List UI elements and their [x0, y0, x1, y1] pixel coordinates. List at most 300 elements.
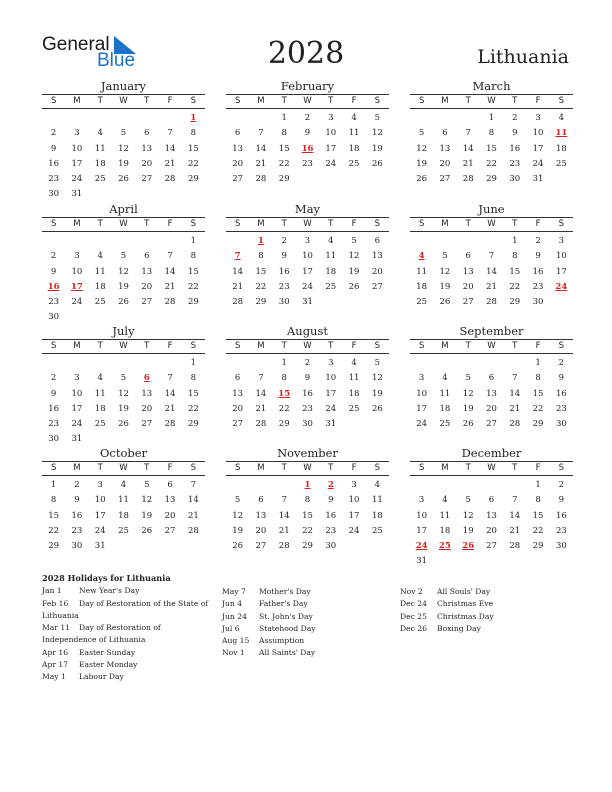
- day-cell: 23: [302, 158, 313, 169]
- day-cell: 22: [187, 281, 199, 292]
- weekday-label: T: [97, 463, 103, 473]
- day-cell: 1: [50, 480, 57, 490]
- weekday-label: T: [97, 341, 103, 351]
- holiday-entry: [42, 659, 214, 671]
- day-cell: 7: [258, 128, 264, 139]
- day-cell: 29: [187, 419, 199, 430]
- empty-cell: [410, 234, 433, 249]
- day-cell: 27: [486, 541, 497, 552]
- empty-cell: [89, 111, 112, 126]
- day-cell: 17: [348, 510, 360, 521]
- day-cell: 5: [418, 128, 425, 139]
- day-cell: 2: [50, 128, 57, 139]
- holiday-date: May 7: [222, 587, 246, 596]
- empty-cell: [226, 356, 249, 371]
- day-cell: 21: [462, 158, 474, 169]
- day-cell: 9: [50, 143, 57, 154]
- weekday-header: [410, 339, 573, 354]
- weekday-label: T: [328, 96, 334, 106]
- day-cell: 18: [439, 403, 451, 414]
- day-cell: 21: [255, 158, 267, 169]
- holiday-day: 25: [439, 541, 451, 552]
- day-cell: 17: [302, 266, 313, 277]
- month-july: [42, 324, 205, 445]
- day-cell: 27: [141, 419, 153, 430]
- day-cell: 22: [532, 525, 544, 536]
- day-cell: 13: [371, 251, 383, 262]
- day-cell: 18: [371, 510, 383, 521]
- empty-cell: [433, 478, 456, 493]
- month-title: December: [461, 446, 522, 460]
- day-cell: 9: [558, 373, 565, 384]
- holiday-name: Christmas Eve: [437, 599, 494, 609]
- day-grid: [410, 478, 573, 570]
- weekday-label: T: [281, 219, 287, 229]
- day-cell: 25: [325, 281, 337, 292]
- day-cell: 6: [234, 128, 241, 139]
- day-cell: 16: [302, 388, 313, 399]
- day-cell: 13: [439, 143, 451, 154]
- weekday-label: T: [144, 96, 150, 106]
- day-cell: 8: [190, 251, 197, 262]
- holiday-entry: [222, 611, 394, 623]
- day-cell: 26: [416, 174, 428, 185]
- day-cell: 20: [486, 403, 497, 414]
- day-cell: 11: [439, 388, 451, 399]
- empty-cell: [42, 111, 65, 126]
- day-cell: 24: [71, 174, 83, 185]
- day-cell: 29: [486, 174, 497, 185]
- day-cell: 12: [462, 510, 474, 521]
- day-cell: 25: [348, 158, 360, 169]
- weekday-label: T: [281, 96, 287, 106]
- day-cell: 2: [50, 251, 57, 262]
- weekday-header: [42, 94, 205, 109]
- day-cell: 21: [164, 403, 176, 414]
- day-cell: 15: [187, 388, 199, 399]
- day-cell: 10: [325, 128, 337, 139]
- day-cell: 13: [232, 388, 244, 399]
- weekday-label: T: [97, 96, 103, 106]
- day-cell: 7: [512, 495, 518, 506]
- day-cell: 19: [232, 525, 244, 536]
- weekday-label: T: [512, 463, 518, 473]
- holiday-date: Mar 11: [42, 623, 71, 633]
- day-cell: 28: [187, 525, 199, 536]
- day-cell: 22: [187, 158, 199, 169]
- holiday-date: Nov 1: [222, 648, 245, 658]
- day-cell: 28: [164, 297, 176, 308]
- weekday-label: S: [50, 341, 57, 351]
- month-title: June: [478, 202, 505, 216]
- day-cell: 31: [71, 189, 83, 200]
- weekday-label: W: [303, 463, 312, 473]
- weekday-label: T: [144, 341, 150, 351]
- day-cell: 24: [325, 158, 337, 169]
- day-cell: 26: [118, 419, 129, 430]
- day-cell: 2: [558, 358, 565, 368]
- day-cell: 29: [278, 419, 290, 430]
- day-cell: 4: [442, 495, 448, 506]
- holiday-column: [222, 586, 394, 660]
- day-cell: 16: [509, 143, 521, 154]
- day-cell: 20: [255, 525, 267, 536]
- day-cell: 22: [532, 403, 544, 414]
- holiday-date: Dec 25: [400, 611, 427, 621]
- holiday-date: Jun 24: [222, 611, 247, 621]
- weekday-header: [42, 461, 205, 476]
- day-cell: 16: [555, 510, 567, 521]
- month-june: [410, 202, 573, 320]
- empty-cell: [503, 478, 526, 493]
- day-cell: 4: [558, 113, 565, 123]
- weekday-label: S: [50, 96, 57, 106]
- day-grid: [410, 234, 573, 310]
- month-april: [42, 202, 205, 323]
- weekday-label: M: [441, 219, 449, 229]
- holiday-entry: [42, 647, 214, 659]
- empty-cell: [112, 234, 135, 249]
- day-cell: 21: [278, 525, 290, 536]
- month-title: September: [459, 324, 524, 338]
- day-cell: 22: [48, 525, 60, 536]
- month-may: [226, 202, 389, 320]
- holiday-entry: [42, 622, 214, 647]
- day-cell: 25: [118, 525, 129, 536]
- day-cell: 11: [348, 373, 360, 384]
- day-cell: 18: [325, 266, 337, 277]
- weekday-label: M: [73, 463, 81, 473]
- holiday-entry: [42, 598, 214, 623]
- day-cell: 30: [532, 297, 544, 308]
- weekday-label: T: [328, 219, 334, 229]
- day-cell: 4: [97, 128, 103, 139]
- day-cell: 12: [232, 510, 244, 521]
- day-cell: 16: [325, 510, 337, 521]
- day-cell: 3: [351, 480, 357, 490]
- day-cell: 27: [232, 174, 244, 185]
- day-cell: 27: [486, 419, 497, 430]
- day-cell: 7: [190, 480, 197, 490]
- day-cell: 5: [120, 373, 127, 384]
- day-cell: 23: [325, 525, 337, 536]
- empty-cell: [480, 234, 503, 249]
- day-cell: 9: [512, 128, 518, 139]
- day-grid: [42, 356, 205, 448]
- empty-cell: [158, 356, 181, 371]
- day-cell: 25: [439, 419, 451, 430]
- day-cell: 4: [97, 251, 103, 262]
- day-cell: 12: [141, 495, 153, 506]
- day-cell: 25: [371, 525, 383, 536]
- day-cell: 18: [555, 143, 567, 154]
- day-cell: 12: [371, 373, 383, 384]
- day-cell: 21: [509, 403, 521, 414]
- day-cell: 4: [120, 480, 127, 490]
- day-cell: 7: [167, 373, 173, 384]
- day-cell: 28: [462, 174, 474, 185]
- day-cell: 5: [465, 373, 471, 384]
- day-cell: 6: [258, 495, 264, 506]
- day-cell: 21: [164, 158, 176, 169]
- day-cell: 6: [374, 236, 381, 246]
- day-cell: 1: [512, 236, 518, 246]
- empty-cell: [249, 111, 272, 126]
- day-cell: 15: [48, 510, 60, 521]
- day-cell: 16: [555, 388, 567, 399]
- day-cell: 2: [74, 480, 80, 490]
- holiday-entry: [222, 623, 394, 635]
- holiday-day: 15: [278, 388, 291, 399]
- weekday-label: S: [374, 96, 381, 106]
- weekday-label: T: [465, 463, 471, 473]
- day-cell: 11: [94, 266, 106, 277]
- day-cell: 11: [348, 128, 360, 139]
- empty-cell: [135, 234, 158, 249]
- day-cell: 21: [164, 281, 176, 292]
- day-cell: 10: [325, 373, 337, 384]
- day-cell: 27: [462, 297, 474, 308]
- day-cell: 1: [281, 113, 287, 123]
- day-cell: 14: [255, 143, 267, 154]
- empty-cell: [158, 234, 181, 249]
- holiday-day: 16: [301, 143, 314, 154]
- day-cell: 30: [325, 541, 337, 552]
- day-cell: 20: [439, 158, 451, 169]
- day-cell: 21: [255, 403, 267, 414]
- day-cell: 26: [118, 174, 129, 185]
- day-cell: 22: [187, 403, 199, 414]
- day-cell: 3: [418, 495, 425, 506]
- day-cell: 24: [71, 297, 83, 308]
- holiday-date: Apr 17: [42, 660, 69, 670]
- weekday-header: [42, 339, 205, 354]
- day-cell: 1: [535, 480, 541, 490]
- day-cell: 24: [94, 525, 106, 536]
- day-cell: 14: [232, 266, 244, 277]
- day-cell: 9: [535, 251, 541, 262]
- day-cell: 9: [50, 388, 57, 399]
- day-cell: 14: [486, 266, 497, 277]
- day-cell: 26: [371, 403, 383, 414]
- holiday-date: Nov 2: [400, 587, 423, 596]
- day-cell: 13: [141, 143, 153, 154]
- weekday-label: M: [257, 96, 265, 106]
- empty-cell: [457, 478, 480, 493]
- day-cell: 14: [462, 143, 474, 154]
- holiday-name: Labour Day: [79, 672, 124, 682]
- holiday-name: Christmas Day: [437, 611, 494, 621]
- day-cell: 20: [141, 403, 153, 414]
- weekday-label: M: [73, 341, 81, 351]
- day-cell: 19: [118, 158, 129, 169]
- day-cell: 3: [74, 373, 80, 384]
- day-cell: 28: [278, 541, 290, 552]
- day-cell: 18: [118, 510, 129, 521]
- empty-cell: [480, 478, 503, 493]
- day-cell: 18: [348, 143, 360, 154]
- day-cell: 3: [328, 358, 334, 368]
- weekday-label: S: [190, 219, 197, 229]
- holiday-date: Jun 4: [222, 599, 243, 609]
- day-cell: 1: [190, 358, 197, 368]
- weekday-label: M: [441, 96, 449, 106]
- empty-cell: [158, 111, 181, 126]
- weekday-label: T: [512, 341, 518, 351]
- day-cell: 9: [281, 251, 287, 262]
- holiday-entry: [222, 635, 394, 647]
- holiday-day: 17: [71, 281, 83, 292]
- weekday-label: W: [303, 219, 312, 229]
- day-cell: 25: [416, 297, 428, 308]
- holiday-entry: [222, 647, 394, 659]
- weekday-header: [226, 339, 389, 354]
- day-cell: 29: [255, 297, 267, 308]
- day-cell: 31: [416, 556, 428, 567]
- day-cell: 27: [141, 297, 153, 308]
- day-cell: 11: [118, 495, 129, 506]
- day-cell: 8: [304, 495, 311, 506]
- day-cell: 1: [281, 358, 287, 368]
- day-cell: 16: [278, 266, 290, 277]
- day-cell: 1: [488, 113, 495, 123]
- day-cell: 11: [94, 388, 106, 399]
- day-cell: 23: [278, 281, 290, 292]
- weekday-header: [410, 94, 573, 109]
- holiday-day: 6: [143, 373, 150, 384]
- day-cell: 4: [351, 358, 357, 368]
- day-cell: 27: [371, 281, 383, 292]
- day-cell: 2: [304, 358, 311, 368]
- day-cell: 28: [509, 541, 521, 552]
- weekday-label: T: [281, 463, 287, 473]
- day-cell: 30: [555, 419, 567, 430]
- day-cell: 28: [164, 174, 176, 185]
- day-cell: 15: [486, 143, 497, 154]
- weekday-label: S: [418, 96, 425, 106]
- day-cell: 10: [532, 128, 544, 139]
- day-cell: 19: [141, 510, 153, 521]
- brand-word-blue: Blue: [97, 50, 136, 71]
- holiday-day: 1: [190, 113, 197, 123]
- day-cell: 17: [71, 158, 83, 169]
- day-grid: [226, 356, 389, 432]
- day-cell: 7: [167, 251, 173, 262]
- weekday-header: [42, 217, 205, 232]
- day-cell: 28: [232, 297, 244, 308]
- weekday-label: W: [119, 341, 128, 351]
- day-cell: 6: [442, 128, 448, 139]
- month-title: April: [109, 202, 138, 216]
- weekday-label: W: [487, 463, 496, 473]
- day-cell: 13: [141, 266, 153, 277]
- holiday-entry: [400, 598, 570, 610]
- weekday-label: M: [257, 463, 265, 473]
- weekday-label: S: [374, 219, 381, 229]
- day-cell: 8: [50, 495, 57, 506]
- month-september: [410, 324, 573, 442]
- day-cell: 15: [255, 266, 267, 277]
- day-cell: 23: [532, 281, 544, 292]
- month-title: August: [286, 324, 328, 338]
- day-cell: 13: [255, 510, 267, 521]
- weekday-label: T: [512, 96, 518, 106]
- holidays-title: 2028 Holidays for Lithuania: [42, 573, 171, 583]
- country-name: Lithuania: [477, 46, 569, 68]
- empty-cell: [457, 356, 480, 371]
- day-cell: 9: [74, 495, 80, 506]
- day-cell: 15: [302, 510, 313, 521]
- day-cell: 20: [371, 266, 383, 277]
- weekday-label: M: [73, 219, 81, 229]
- day-cell: 6: [488, 373, 495, 384]
- day-cell: 17: [555, 266, 567, 277]
- day-cell: 13: [141, 388, 153, 399]
- day-cell: 4: [374, 480, 381, 490]
- day-cell: 17: [94, 510, 106, 521]
- day-cell: 16: [48, 403, 60, 414]
- day-cell: 13: [164, 495, 176, 506]
- weekday-label: F: [535, 463, 541, 473]
- weekday-label: S: [418, 463, 425, 473]
- day-cell: 7: [167, 128, 173, 139]
- day-cell: 4: [328, 236, 334, 246]
- day-cell: 22: [486, 158, 497, 169]
- day-cell: 18: [348, 388, 360, 399]
- calendar-year: 2028: [267, 36, 345, 71]
- day-cell: 30: [278, 297, 290, 308]
- day-cell: 5: [144, 480, 150, 490]
- day-cell: 2: [558, 480, 565, 490]
- empty-cell: [42, 356, 65, 371]
- day-cell: 1: [190, 236, 197, 246]
- holiday-name: Easter Monday: [79, 660, 138, 670]
- day-cell: 10: [71, 143, 83, 154]
- day-cell: 5: [442, 251, 448, 262]
- day-cell: 10: [71, 266, 83, 277]
- day-cell: 11: [416, 266, 428, 277]
- empty-cell: [42, 234, 65, 249]
- day-cell: 17: [325, 143, 337, 154]
- empty-cell: [135, 111, 158, 126]
- day-grid: [42, 234, 205, 326]
- holiday-day: 24: [415, 541, 428, 552]
- holiday-day: 24: [555, 281, 568, 292]
- empty-cell: [433, 234, 456, 249]
- empty-cell: [433, 356, 456, 371]
- day-cell: 19: [348, 266, 360, 277]
- empty-cell: [457, 234, 480, 249]
- weekday-header: [226, 217, 389, 232]
- day-cell: 24: [416, 419, 428, 430]
- holiday-entry: [222, 598, 394, 610]
- day-cell: 8: [488, 128, 495, 139]
- holiday-entry: [400, 586, 570, 598]
- day-cell: 15: [532, 388, 544, 399]
- day-cell: 6: [234, 373, 241, 384]
- holiday-date: Feb 16: [42, 598, 69, 608]
- day-cell: 9: [328, 495, 334, 506]
- day-cell: 11: [325, 251, 337, 262]
- holiday-entry: [42, 585, 214, 597]
- weekday-label: S: [234, 96, 241, 106]
- brand-word-general: General: [42, 34, 110, 55]
- day-grid: [410, 111, 573, 187]
- month-january: [42, 79, 205, 200]
- day-cell: 16: [71, 510, 83, 521]
- empty-cell: [89, 234, 112, 249]
- day-cell: 10: [94, 495, 106, 506]
